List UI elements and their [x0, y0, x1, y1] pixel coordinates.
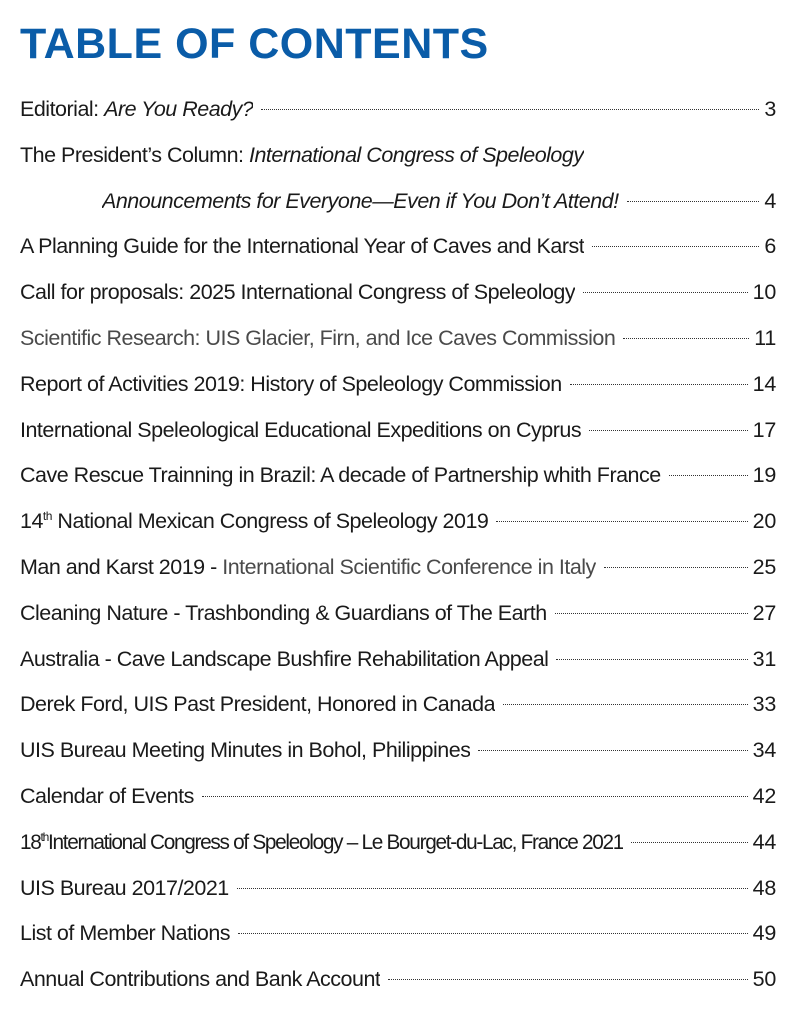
dot-leader [627, 201, 760, 202]
dot-leader [237, 888, 748, 889]
page-number: 33 [752, 692, 776, 717]
dot-leader [604, 567, 748, 568]
entry-title: Derek Ford, UIS Past President, Honored in Canada [20, 692, 496, 717]
entry-title: UIS Bureau 2017/2021 [20, 875, 229, 900]
entry-title: International Speleological Educational Expeditions on Cyprus [20, 417, 582, 442]
ordinal-suffix: th [40, 829, 48, 844]
toc-entry-member-nations[interactable] [20, 911, 776, 957]
dot-leader [202, 796, 748, 797]
entry-label: The President’s Column: [20, 142, 249, 167]
entry-title: Scientific Research: UIS Glacier, Firn, and Ice Caves Commission [20, 325, 616, 350]
page-number: 14 [752, 371, 776, 396]
toc-entry-history-commission[interactable] [20, 362, 776, 408]
entry-subtitle: Announcements for Everyone—Even if You Don’t Attend! [102, 188, 619, 213]
entry-title: Calendar of Events [20, 783, 194, 808]
page-number: 31 [752, 646, 776, 671]
entry-title [20, 545, 596, 591]
page-number: 49 [752, 921, 776, 946]
page-number: 27 [752, 600, 776, 625]
toc-entry-presidents-column-continued[interactable] [20, 179, 776, 225]
toc-entry-uis-bureau[interactable] [20, 866, 776, 912]
dot-leader [388, 979, 747, 980]
page-number: 20 [752, 509, 776, 534]
toc-entry-annual-contributions[interactable] [20, 957, 776, 1003]
entry-title: List of Member Nations [20, 921, 231, 946]
toc-entry-presidents-column[interactable] [20, 133, 776, 179]
page-number: 50 [752, 967, 776, 992]
dot-leader [631, 842, 748, 843]
dot-leader [261, 109, 759, 110]
toc-entry-cave-rescue-brazil[interactable] [20, 453, 776, 499]
entry-label-secondary: International Scientific Conference in Italy [222, 554, 596, 579]
entry-title: Report of Activities 2019: History of Speleology Commission [20, 371, 562, 396]
entry-title [20, 87, 253, 133]
page-number: 11 [754, 325, 776, 350]
toc-entry-call-for-proposals[interactable] [20, 270, 776, 316]
toc-entry-planning-guide[interactable] [20, 224, 776, 270]
entry-title: Cave Rescue Trainning in Brazil: A decade of Partnership whith France [20, 463, 661, 488]
dot-leader [496, 521, 747, 522]
toc-entry-derek-ford[interactable] [20, 682, 776, 728]
entry-title: Annual Contributions and Bank Account [20, 967, 381, 992]
dot-leader [478, 750, 747, 751]
toc-list [20, 87, 776, 1003]
page-number: 6 [764, 234, 776, 259]
page-number: 17 [752, 417, 776, 442]
page-number: 44 [752, 829, 776, 854]
entry-label: International Congress of Speleology – Le Bourget-du-Lac, France 2021 [47, 830, 624, 854]
entry-title [20, 133, 584, 179]
dot-leader [592, 246, 759, 247]
toc-entry-man-and-karst[interactable] [20, 545, 776, 591]
page-number: 25 [752, 554, 776, 579]
dot-leader [669, 475, 748, 476]
entry-title: Call for proposals: 2025 International Congress of Speleology [20, 280, 576, 305]
toc-entry-cleaning-nature[interactable] [20, 591, 776, 637]
toc-entry-scientific-research[interactable] [20, 316, 776, 362]
page-number: 3 [764, 97, 776, 121]
dot-leader [556, 659, 747, 660]
dot-leader [503, 704, 748, 705]
page-title: TABLE OF CONTENTS [20, 20, 489, 68]
dot-leader [589, 430, 748, 431]
page-number: 42 [752, 783, 776, 808]
page-number: 48 [752, 875, 776, 900]
ordinal-number: 14 [20, 509, 43, 534]
dot-leader [238, 933, 748, 934]
toc-entry-mexican-congress[interactable] [20, 499, 776, 545]
entry-title: Australia - Cave Landscape Bushfire Rehabilitation Appeal [20, 646, 549, 671]
toc-entry-editorial[interactable] [20, 87, 776, 133]
toc-entry-18th-congress[interactable] [20, 820, 776, 866]
ordinal-suffix: th [42, 509, 52, 524]
entry-title: A Planning Guide for the International Year of Caves and Karst [20, 234, 585, 259]
entry-title: Cleaning Nature - Trashbonding & Guardians of The Earth [20, 600, 547, 625]
page-number: 4 [764, 188, 776, 213]
entry-label: Man and Karst 2019 - [20, 554, 223, 579]
dot-leader [623, 338, 749, 339]
dot-leader [555, 613, 748, 614]
page-number: 10 [752, 280, 776, 305]
page-number: 19 [752, 463, 776, 488]
entry-title: UIS Bureau Meeting Minutes in Bohol, Philippines [20, 738, 471, 763]
entry-label: Editorial: [20, 97, 105, 121]
toc-entry-cyprus-expeditions[interactable] [20, 408, 776, 454]
entry-subtitle: International Congress of Speleology [249, 142, 584, 167]
dot-leader [583, 292, 748, 293]
entry-label: National Mexican Congress of Speleology 2019 [51, 509, 489, 534]
entry-title [20, 499, 488, 545]
dot-leader [570, 384, 748, 385]
entry-title [102, 179, 619, 225]
ordinal-number: 18 [20, 830, 41, 854]
entry-title [20, 820, 623, 866]
toc-entry-calendar-of-events[interactable] [20, 774, 776, 820]
toc-entry-bureau-meeting-minutes[interactable] [20, 728, 776, 774]
entry-subtitle: Are You Ready? [104, 97, 254, 121]
toc-entry-australia-bushfire[interactable] [20, 637, 776, 683]
page-number: 34 [752, 738, 776, 763]
